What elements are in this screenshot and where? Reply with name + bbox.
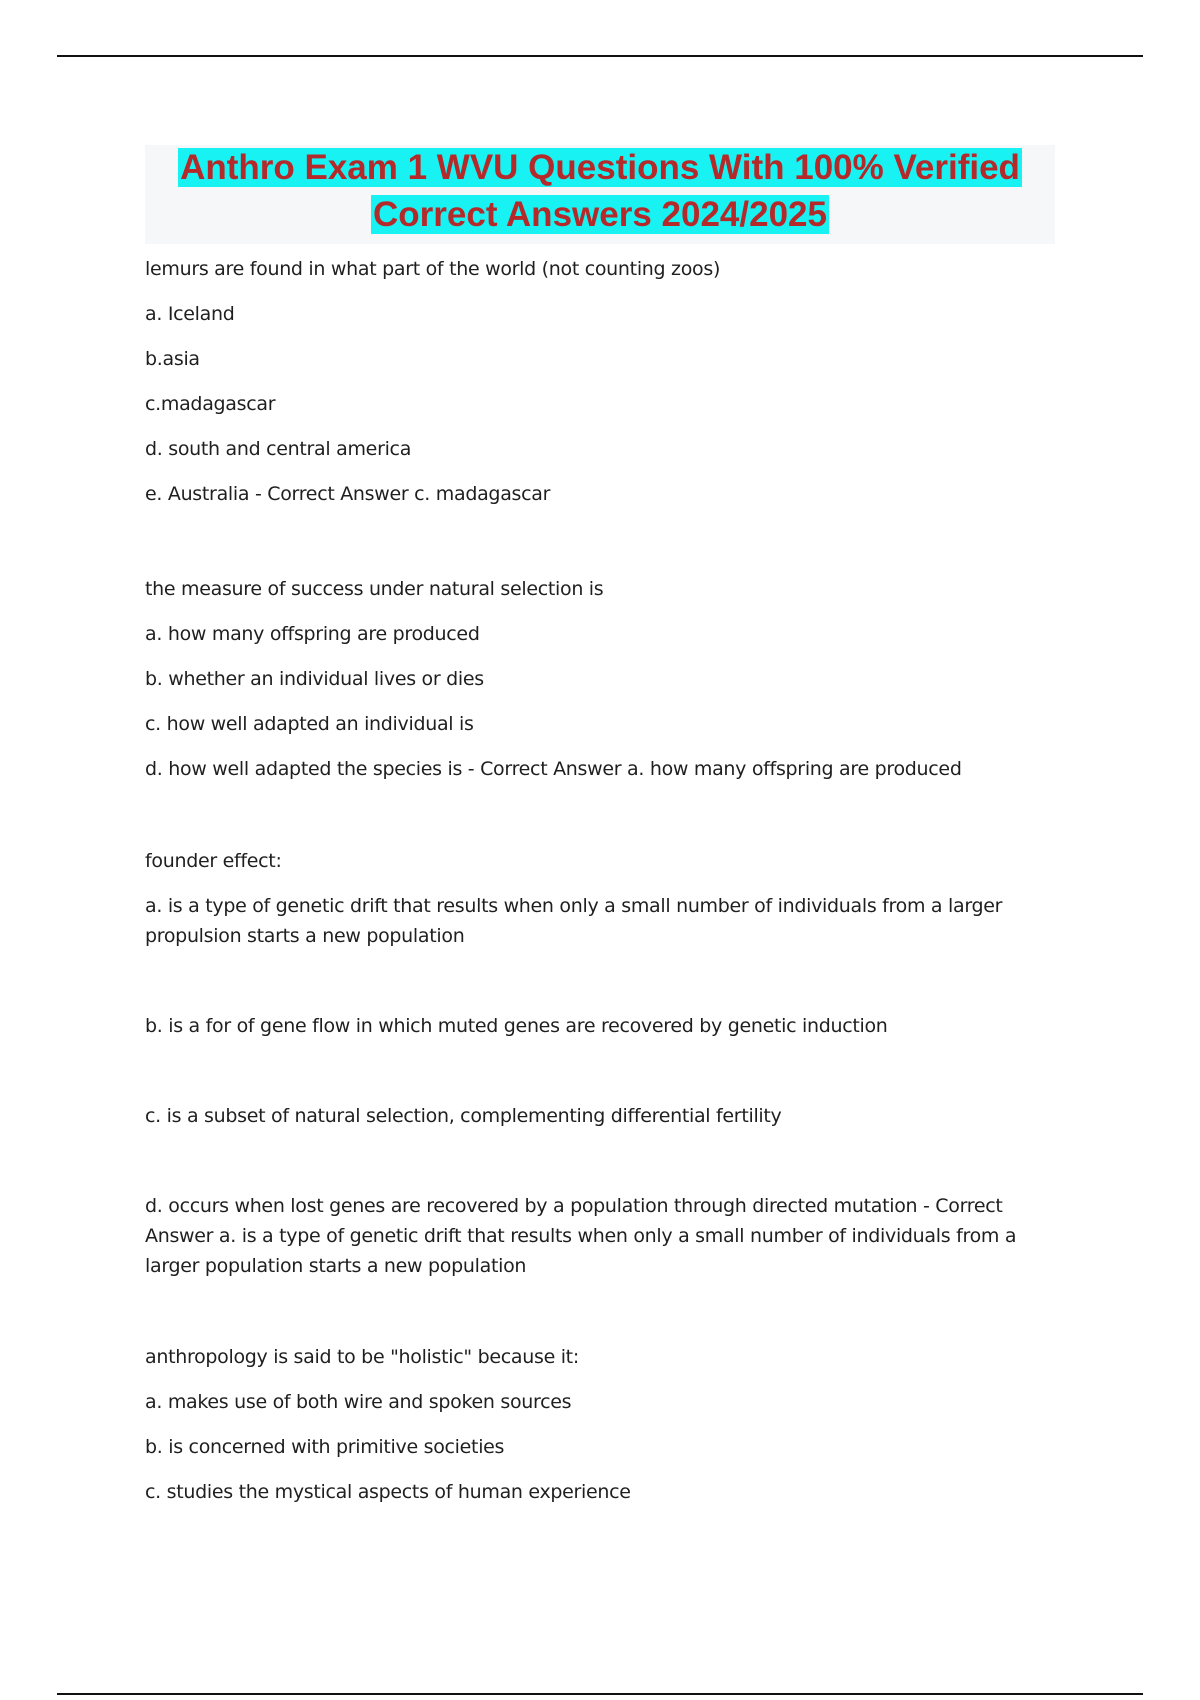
- title-line-1: Anthro Exam 1 WVU Questions With 100% Verified: [180, 148, 1020, 187]
- question-2-option-a: a. how many offspring are produced: [145, 623, 480, 645]
- bottom-rule: [57, 1693, 1143, 1695]
- question-2-option-b: b. whether an individual lives or dies: [145, 668, 484, 690]
- question-1-option-a: a. Iceland: [145, 303, 235, 325]
- title-line-2: Correct Answers 2024/2025: [373, 195, 827, 234]
- question-2-option-c: c. how well adapted an individual is: [145, 713, 474, 735]
- question-3: [145, 846, 1075, 1296]
- question-2-stem: the measure of success under natural selection is: [145, 578, 604, 600]
- question-2: [145, 574, 1075, 799]
- document-title: [145, 145, 1055, 244]
- question-4-option-c: c. studies the mystical aspects of human experience: [145, 1481, 631, 1503]
- question-1: [145, 254, 1075, 524]
- question-1-option-b: b.asia: [145, 348, 200, 370]
- question-1-option-e-answer: e. Australia - Correct Answer c. madagascar: [145, 483, 551, 505]
- question-3-option-d-answer: d. occurs when lost genes are recovered by a population through directed mutation - Correct Answer a. is a type of genetic drift that results when only a small number of individuals from a larger population starts a new population: [145, 1195, 1017, 1277]
- question-4-option-a: a. makes use of both wire and spoken sources: [145, 1391, 572, 1413]
- question-3-option-a: a. is a type of genetic drift that results when only a small number of individuals from a larger propulsion starts a new population: [145, 895, 1003, 947]
- question-1-stem: lemurs are found in what part of the world (not counting zoos): [145, 258, 721, 280]
- question-4-option-b: b. is concerned with primitive societies: [145, 1436, 505, 1458]
- question-3-option-c: c. is a subset of natural selection, complementing differential fertility: [145, 1105, 782, 1127]
- question-3-stem: founder effect:: [145, 850, 282, 872]
- question-1-option-d: d. south and central america: [145, 438, 412, 460]
- question-1-option-c: c.madagascar: [145, 393, 276, 415]
- question-3-option-b: b. is a for of gene flow in which muted genes are recovered by genetic induction: [145, 1015, 888, 1037]
- question-4: [145, 1342, 1075, 1522]
- question-2-option-d-answer: d. how well adapted the species is - Correct Answer a. how many offspring are produced: [145, 758, 962, 780]
- top-rule: [57, 55, 1143, 57]
- question-4-stem: anthropology is said to be "holistic" because it:: [145, 1346, 579, 1368]
